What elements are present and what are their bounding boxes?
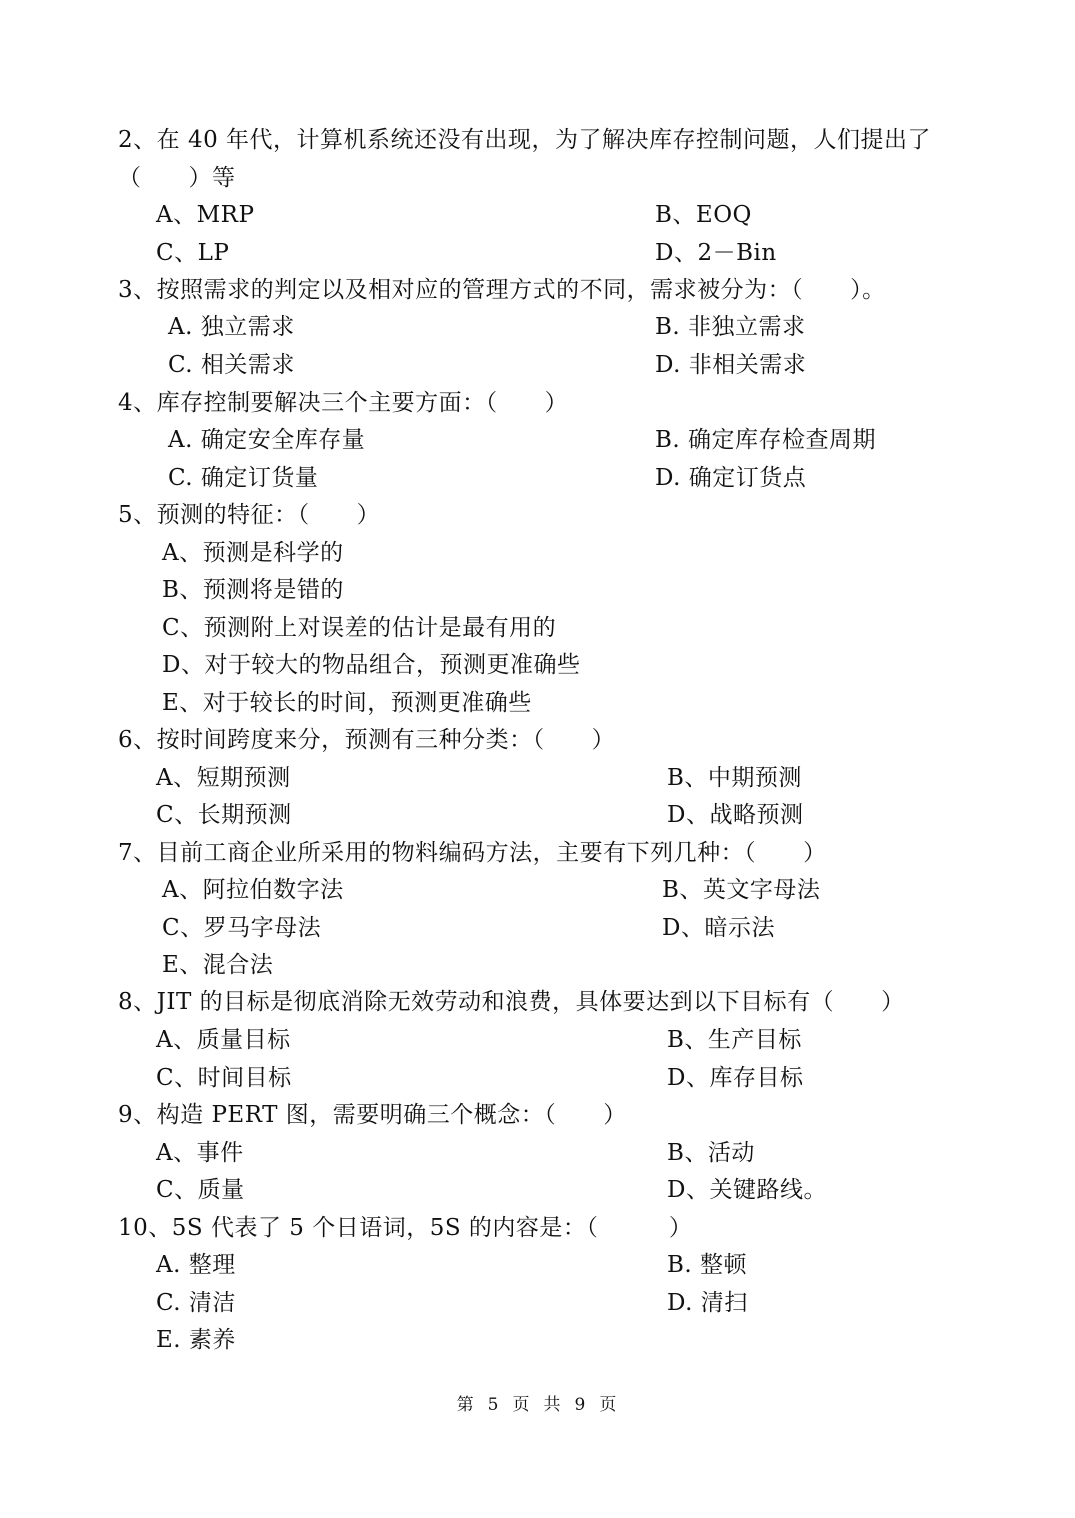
question-9-option-a: A、事件	[156, 1140, 244, 1166]
footer-current-page: 5	[487, 1395, 501, 1415]
question-9-stem: 9、构造 PERT 图，需要明确三个概念：（ ）	[118, 1102, 627, 1128]
question-3-stem: 3、按照需求的判定以及相对应的管理方式的不同，需求被分为：（ ）。	[118, 277, 886, 303]
footer-label-ye-2: 页	[599, 1395, 619, 1415]
question-7-option-d: D、暗示法	[662, 915, 775, 941]
question-5-option-d: D、对于较大的物品组合，预测更准确些	[162, 652, 581, 678]
footer-label-ye: 页	[512, 1395, 532, 1415]
question-2-option-a: A、MRP	[156, 202, 255, 228]
question-7-option-b: B、英文字母法	[662, 877, 821, 903]
question-2-stem-continued: （ ）等	[118, 165, 236, 191]
question-6-stem: 6、按时间跨度来分，预测有三种分类：（ ）	[118, 727, 616, 753]
question-8-option-d: D、库存目标	[667, 1065, 804, 1091]
question-5-option-e: E、对于较长的时间，预测更准确些	[162, 690, 532, 716]
question-7-stem: 7、目前工商企业所采用的物料编码方法，主要有下列几种：（ ）	[118, 840, 827, 866]
question-10-option-c: C. 清洁	[156, 1290, 236, 1316]
question-9-option-d: D、关键路线。	[667, 1177, 827, 1203]
question-6-option-b: B、中期预测	[667, 765, 802, 791]
question-7-option-c: C、罗马字母法	[162, 915, 322, 941]
question-9-option-b: B、活动	[667, 1140, 755, 1166]
footer-total-pages: 9	[574, 1395, 588, 1415]
question-6-option-d: D、战略预测	[667, 802, 804, 828]
question-5-option-c: C、预测附上对误差的估计是最有用的	[162, 615, 557, 641]
question-3-option-a: A. 独立需求	[168, 314, 295, 340]
question-4-stem: 4、库存控制要解决三个主要方面：（ ）	[118, 390, 569, 416]
question-10-option-a: A. 整理	[156, 1252, 236, 1278]
question-10-stem: 10、5S 代表了 5 个日语词，5S 的内容是：（ ）	[118, 1215, 693, 1241]
question-8-option-b: B、生产目标	[667, 1027, 802, 1053]
question-5-option-a: A、预测是科学的	[162, 540, 344, 566]
page-footer	[0, 1390, 1075, 1415]
question-2-option-b: B、EOQ	[655, 202, 752, 228]
question-8-option-a: A、质量目标	[156, 1027, 291, 1053]
question-2-stem: 2、在 40 年代，计算机系统还没有出现，为了解决库存控制问题，人们提出了	[118, 127, 932, 153]
question-3-option-d: D. 非相关需求	[655, 352, 807, 378]
question-5-option-b: B、预测将是错的	[162, 577, 344, 603]
question-4-option-c: C. 确定订货量	[168, 465, 319, 491]
question-9-option-c: C、质量	[156, 1177, 245, 1203]
question-2-option-d: D、2－Bin	[655, 240, 777, 266]
question-4-option-a: A. 确定安全库存量	[168, 427, 366, 453]
question-8-option-c: C、时间目标	[156, 1065, 292, 1091]
question-3-option-b: B. 非独立需求	[655, 314, 806, 340]
question-4-option-b: B. 确定库存检查周期	[655, 427, 877, 453]
question-7-option-e: E、混合法	[162, 952, 274, 978]
question-10-option-e: E. 素养	[156, 1327, 236, 1353]
question-7-option-a: A、阿拉伯数字法	[162, 877, 344, 903]
question-2-option-c: C、LP	[156, 240, 230, 266]
question-6-option-c: C、长期预测	[156, 802, 292, 828]
question-10-option-b: B. 整顿	[667, 1252, 748, 1278]
question-5-stem: 5、预测的特征：（ ）	[118, 502, 381, 528]
question-10-option-d: D. 清扫	[667, 1290, 748, 1316]
question-4-option-d: D. 确定订货点	[655, 465, 807, 491]
footer-label-page: 第	[456, 1395, 476, 1415]
question-8-stem: 8、JIT 的目标是彻底消除无效劳动和浪费，具体要达到以下目标有（ ）	[118, 989, 905, 1015]
question-3-option-c: C. 相关需求	[168, 352, 295, 378]
question-6-option-a: A、短期预测	[156, 765, 291, 791]
footer-label-total: 共	[543, 1395, 563, 1415]
